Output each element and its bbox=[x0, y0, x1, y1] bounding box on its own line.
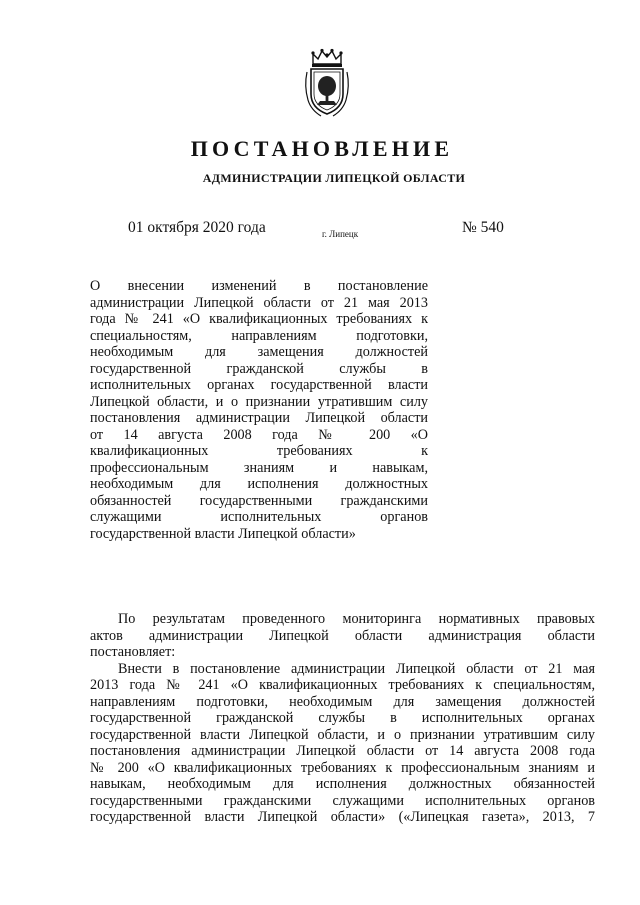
body-line: постановляет: bbox=[90, 644, 176, 660]
subject-line: О внесении изменений в постановление bbox=[90, 278, 428, 294]
body-line: государственными гражданскими служащими исполнительных органов bbox=[90, 792, 595, 809]
subject-line: государственной власти Липецкой области» bbox=[90, 525, 356, 542]
subject-line: государственной гражданской службы в bbox=[90, 360, 428, 377]
document-number: № 540 bbox=[462, 219, 504, 236]
subject-line: специальностям, направлениям подготовки, bbox=[90, 327, 428, 344]
body-line: 2013 года № 241 «О квалификационных требованиях к специальностям, bbox=[90, 677, 595, 693]
subject-line: постановления администрации Липецкой области bbox=[90, 410, 428, 426]
body-line: навыкам, необходимым для исполнения должностных обязанностей bbox=[90, 776, 595, 792]
body-line: государственной власти Липецкой области, и о признании утратившим силу bbox=[90, 726, 595, 743]
document-city: г. Липецк bbox=[322, 229, 359, 239]
body-line: № 200 «О квалификационных требованиях к профессиональным знаниям и bbox=[90, 759, 595, 776]
subject-line: необходимым для замещения должностей bbox=[90, 344, 428, 360]
body-line: Внести в постановление администрации Липецкой области от 21 мая bbox=[118, 660, 595, 677]
document-title: ПОСТАНОВЛЕНИЕ bbox=[190, 136, 454, 161]
subject-line: администрации Липецкой области от 21 мая 2013 bbox=[90, 294, 428, 311]
body-line: государственной власти Липецкой области» («Липецкая газета», 2013, 7 bbox=[90, 809, 595, 825]
body-line: государственной гражданской службы в исполнительных органах bbox=[90, 710, 595, 726]
subject-line: от 14 августа 2008 года № 200 «О bbox=[90, 426, 428, 443]
document-subject bbox=[90, 278, 428, 542]
subject-line: обязанностей государственными гражданскими bbox=[90, 492, 428, 509]
subject-line: года № 241 «О квалификационных требованиях к bbox=[90, 311, 428, 327]
body-line: направлениям подготовки, необходимым для замещения должностей bbox=[90, 693, 595, 710]
body-line: актов администрации Липецкой области администрация области bbox=[90, 627, 595, 644]
subject-line: квалификационных требованиях к bbox=[90, 443, 428, 459]
document-date: 01 октября 2020 года bbox=[128, 219, 266, 236]
subject-line: профессиональным знаниям и навыкам, bbox=[90, 459, 428, 476]
subject-line: служащими исполнительных органов bbox=[90, 509, 428, 525]
coat-of-arms-emblem bbox=[303, 48, 351, 118]
subject-line: исполнительных органах государственной власти bbox=[90, 377, 428, 393]
body-line: постановления администрации Липецкой области от 14 августа 2008 года bbox=[90, 743, 595, 759]
subject-line: Липецкой области, и о признании утратившим силу bbox=[90, 393, 428, 410]
subject-line: необходимым для исполнения должностных bbox=[90, 476, 428, 492]
document-body bbox=[90, 611, 595, 826]
document-subtitle: АДМИНИСТРАЦИИ ЛИПЕЦКОЙ ОБЛАСТИ bbox=[202, 171, 466, 185]
body-line: По результатам проведенного мониторинга нормативных правовых bbox=[118, 611, 595, 627]
